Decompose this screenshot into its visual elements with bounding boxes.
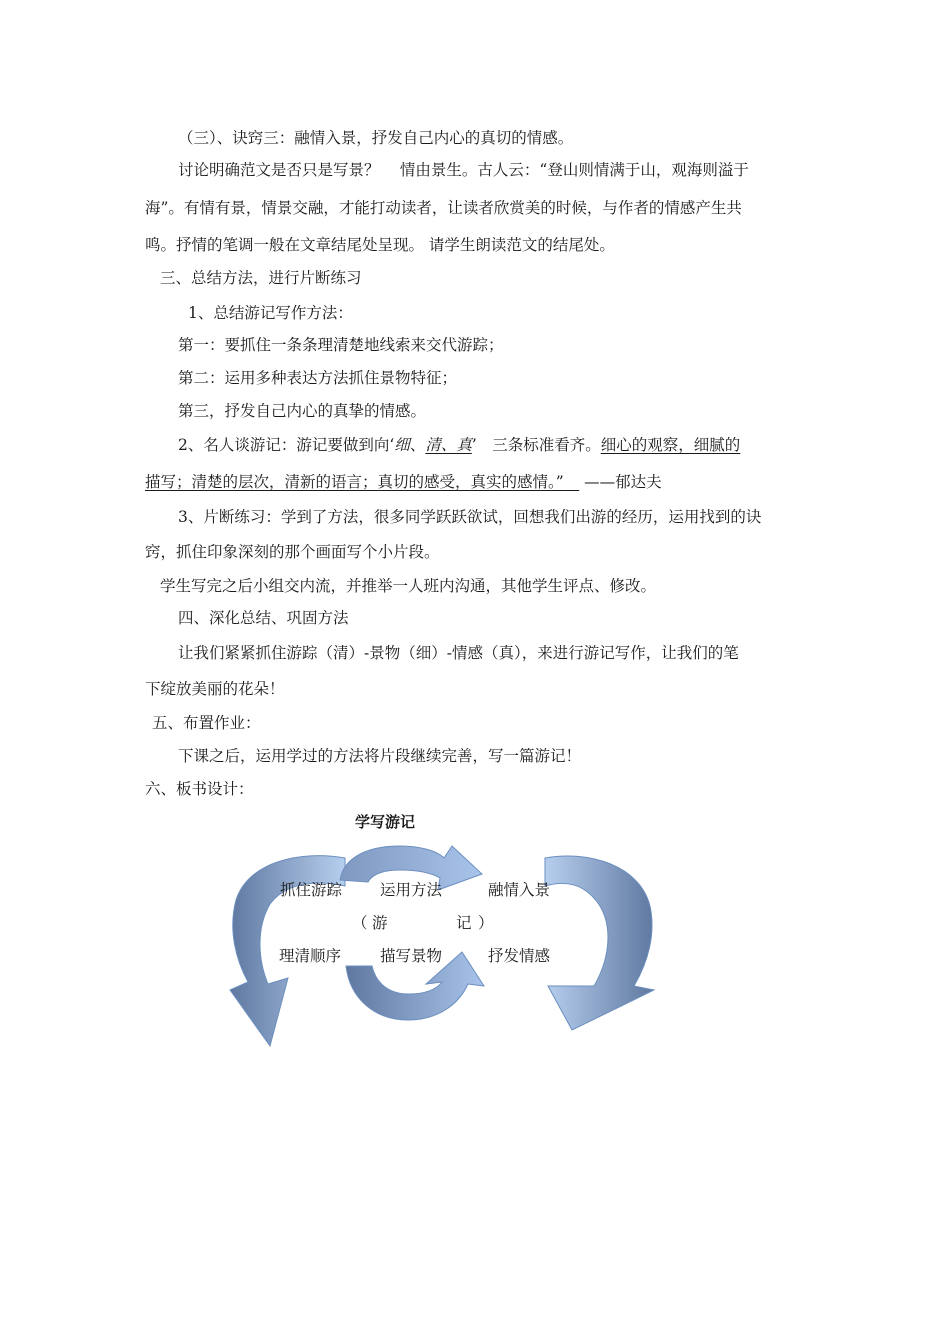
italic-span: 细 [394,436,410,454]
underlined-quote: 描写；清楚的层次，清新的语言；真切的感受，真实的感情。” [145,473,564,491]
text-line: 下课之后，运用学过的方法将片段继续完善，写一篇游记！ [178,747,582,765]
text-span: ’ 三条标准看齐。 [471,436,601,454]
right-curved-arrow [545,856,654,1030]
board-cell-bottom-mid: 描写景物 [380,947,443,965]
text-line: 下绽放美丽的花朵！ [145,680,285,698]
text-line: 讨论明确范文是否只是写景？ 情由景生。古人云：“登山则情满于山，观海则溢于 [178,161,749,179]
board-cell-top-mid: 运用方法 [380,881,443,899]
quote-author: ——郁达夫 [584,473,662,491]
board-cell-top-left: 抓住游踪 [280,881,343,899]
text-span: 、 [409,436,426,454]
section-heading: 五、布置作业： [152,714,261,732]
text-span: 2、名人谈游记：游记要做到向‘ [178,436,395,454]
board-char-ji: 记 [456,914,472,932]
text-line: 3、片断练习：学到了方法，很多同学跃跃欲试，回想我们出游的经历，运用找到的诀 [178,508,762,526]
text-line: 第一：要抓住一条条理清楚地线索来交代游踪； [178,336,504,354]
text-line: 海”。有情有景，情景交融，才能打动读者，让读者欣赏美的时候，与作者的情感产生共 [145,199,742,217]
board-cell-top-right: 融情入景 [488,881,551,899]
text-line: 第三，抒发自己内心的真挚的情感。 [178,402,427,420]
text-line: 窍，抓住印象深刻的那个画面写个小片段。 [145,543,440,561]
text-line: 第二：运用多种表达方法抓住景物特征； [178,369,458,387]
text-line: 鸣。抒情的笔调一般在文章结尾处呈现。 请学生朗读范文的结尾处。 [145,236,615,254]
board-char-you: 游 [372,914,388,932]
board-cell-bottom-left: 理清顺序 [279,947,342,965]
board-bracket-close: ） [478,914,494,932]
text-line: 学生写完之后小组交内流，并推举一人班内沟通，其他学生评点、修改。 [160,577,657,595]
board-title: 学写游记 [355,813,416,831]
text-line: 让我们紧紧抓住游踪（清）-景物（细）-情感（真），来进行游记写作，让我们的笔 [178,644,739,662]
board-cell-bottom-right: 抒发情感 [488,947,551,965]
italic-underlined-span: 清、真 [425,436,472,454]
section-heading: 六、板书设计： [145,780,254,798]
section-heading: 三、总结方法，进行片断练习 [160,269,362,287]
underlined-quote: 细心的观察，细腻的 [600,436,741,454]
section-heading: 四、深化总结、巩固方法 [178,609,349,627]
text-line: 1、总结游记写作方法： [188,304,353,322]
text-line: （三）、诀窍三：融情入景，抒发自己内心的真切的情感。 [178,129,574,147]
board-bracket-open: （ [352,914,368,932]
